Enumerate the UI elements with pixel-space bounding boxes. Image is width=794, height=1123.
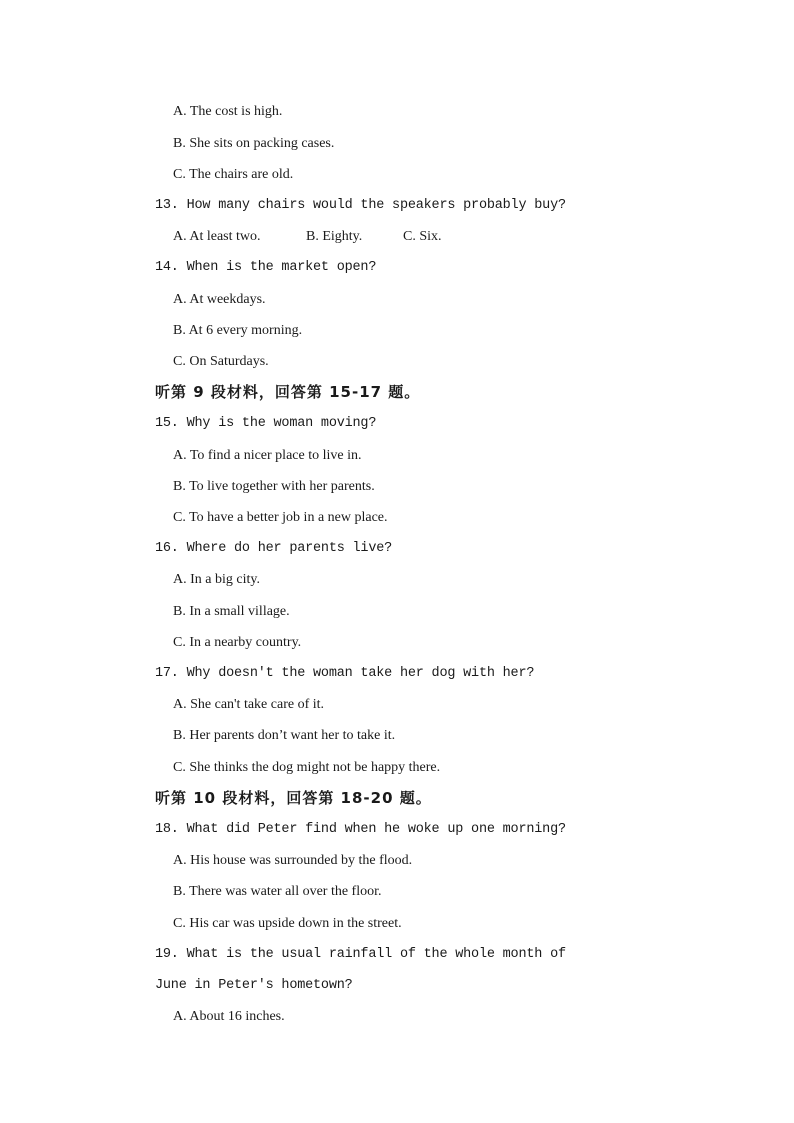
q12-option-b: B. She sits on packing cases. — [173, 136, 335, 151]
q14-option-b: B. At 6 every morning. — [173, 323, 303, 338]
q19-question-line-1: 19. What is the usual rainfall of the whole month of — [155, 947, 566, 962]
q16-question: 16. Where do her parents live? — [155, 541, 393, 556]
q16-option-b: B. In a small village. — [173, 604, 290, 619]
q15-option-b: B. To live together with her parents. — [173, 479, 375, 494]
q12-option-a: A. The cost is high. — [173, 104, 283, 119]
q19-question-line-2: June in Peter's hometown? — [155, 978, 353, 993]
q18-option-b: B. There was water all over the floor. — [173, 884, 382, 899]
q14-option-c: C. On Saturdays. — [173, 354, 269, 369]
q16-option-a: A. In a big city. — [173, 572, 260, 587]
q18-question: 18. What did Peter find when he woke up one morning? — [155, 822, 566, 837]
q17-option-a: A. She can't take care of it. — [173, 697, 325, 712]
q13-question: 13. How many chairs would the speakers probably buy? — [155, 198, 566, 213]
q13-option-b: B. Eighty. — [306, 229, 363, 244]
q12-option-c: C. The chairs are old. — [173, 167, 294, 182]
section-10-heading: 听第 10 段材料，回答第 18-20 题。 — [155, 789, 432, 807]
q16-option-c: C. In a nearby country. — [173, 635, 302, 650]
q17-option-c: C. She thinks the dog might not be happy there. — [173, 760, 441, 775]
q15-option-c: C. To have a better job in a new place. — [173, 510, 388, 525]
q15-option-a: A. To find a nicer place to live in. — [173, 448, 362, 463]
q15-question: 15. Why is the woman moving? — [155, 416, 377, 431]
section-9-heading: 听第 9 段材料，回答第 15-17 题。 — [155, 383, 421, 401]
q14-question: 14. When is the market open? — [155, 260, 377, 275]
q13-option-c: C. Six. — [403, 229, 442, 244]
q19-option-a: A. About 16 inches. — [173, 1009, 285, 1024]
q17-option-b: B. Her parents don’t want her to take it. — [173, 728, 396, 743]
q13-option-a: A. At least two. — [173, 229, 261, 244]
q18-option-a: A. His house was surrounded by the flood. — [173, 853, 413, 868]
q17-question: 17. Why doesn't the woman take her dog with her? — [155, 666, 535, 681]
q18-option-c: C. His car was upside down in the street. — [173, 916, 402, 931]
q13-options-row — [173, 228, 442, 246]
q14-option-a: A. At weekdays. — [173, 292, 266, 307]
